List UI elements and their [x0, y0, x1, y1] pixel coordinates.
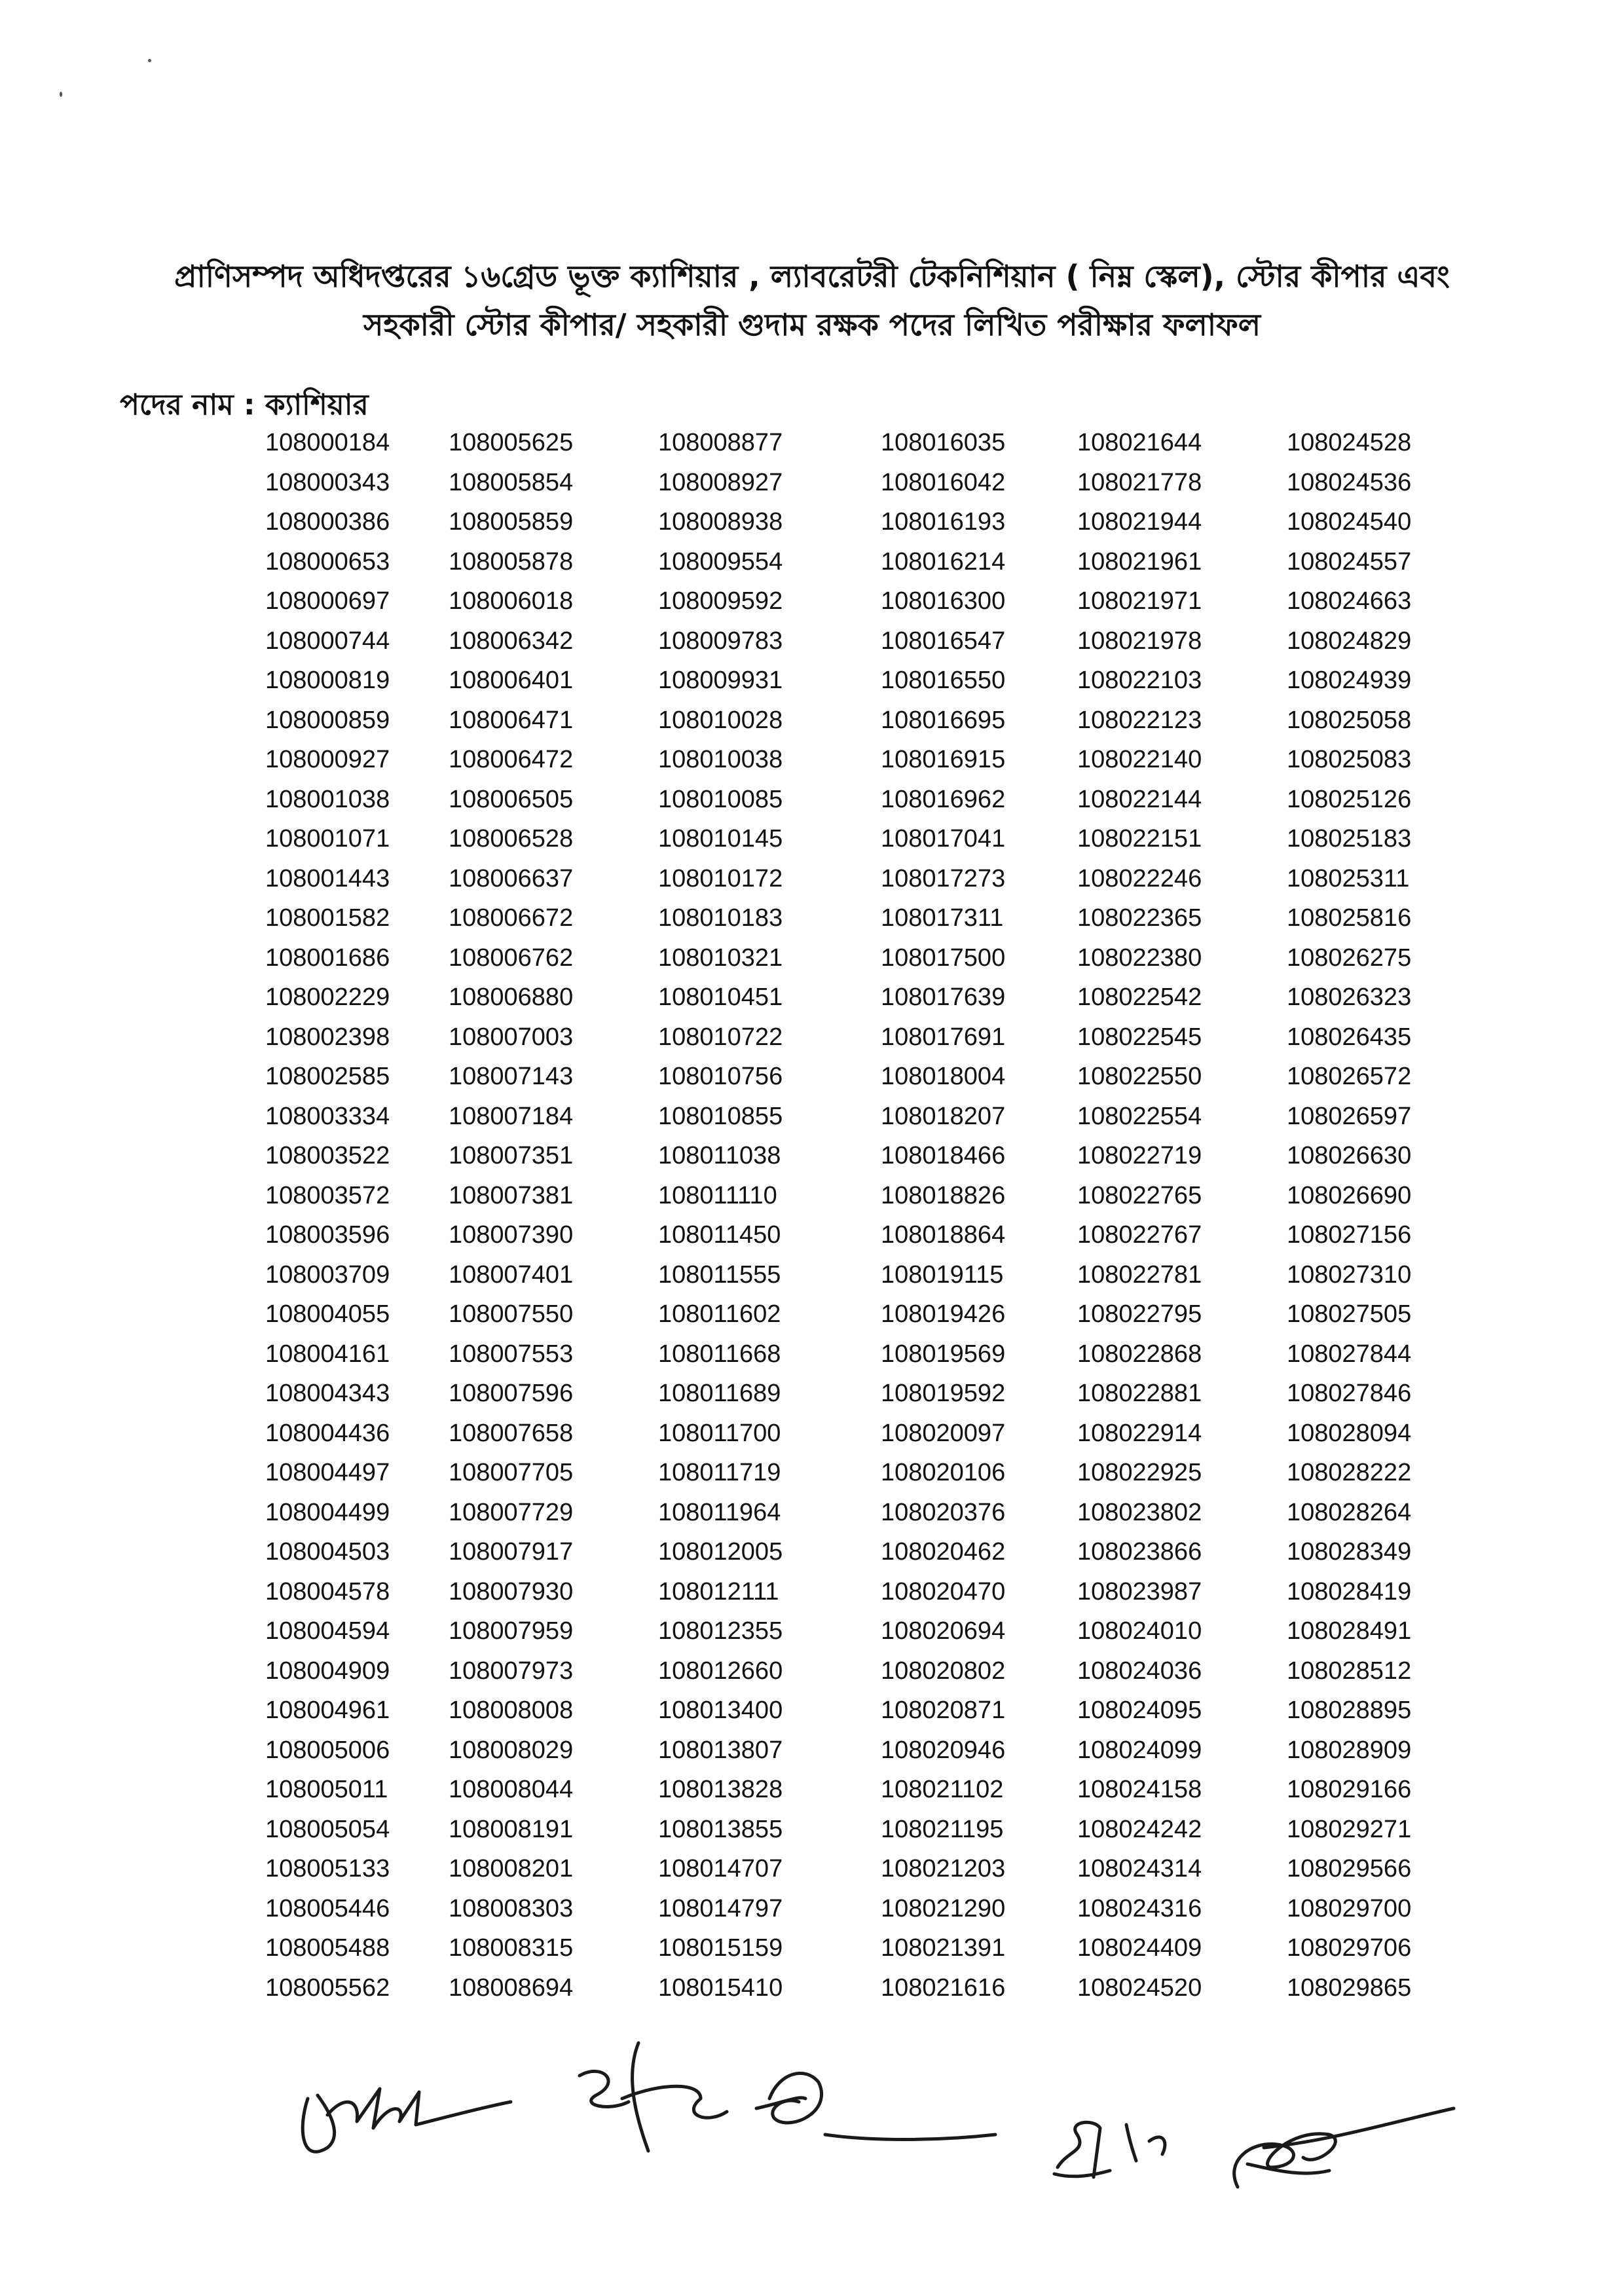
- roll-number: 108023866: [1077, 1538, 1202, 1566]
- roll-number: 108006471: [449, 706, 574, 734]
- roll-number: 108022151: [1077, 825, 1202, 853]
- roll-number: 108021961: [1077, 547, 1202, 576]
- roll-number: 108005054: [265, 1815, 390, 1843]
- roll-number: 108019115: [881, 1260, 1004, 1289]
- roll-number: 108007705: [449, 1459, 574, 1486]
- roll-number: 108028419: [1287, 1577, 1412, 1606]
- roll-number: 108000744: [265, 627, 390, 655]
- roll-number: 108010321: [658, 944, 783, 972]
- roll-number: 108008315: [449, 1934, 574, 1962]
- roll-number: 108017273: [881, 864, 1006, 892]
- roll-number: 108010722: [658, 1023, 783, 1051]
- roll-number: 108008044: [449, 1776, 574, 1803]
- roll-number: 108029566: [1287, 1855, 1412, 1882]
- roll-number: 108010183: [658, 904, 783, 932]
- roll-number: 108007930: [449, 1577, 574, 1606]
- roll-number: 108008201: [449, 1855, 574, 1882]
- roll-number: 108006528: [449, 825, 574, 853]
- roll-number: 108001038: [265, 785, 390, 813]
- roll-number: 108004436: [265, 1419, 390, 1447]
- roll-number: 108011964: [658, 1498, 781, 1526]
- roll-number: 108000184: [265, 429, 390, 456]
- roll-number: 108022144: [1077, 785, 1202, 813]
- roll-number: 108024409: [1077, 1934, 1202, 1962]
- roll-number: 108028264: [1287, 1498, 1412, 1526]
- roll-number: 108003709: [265, 1260, 390, 1289]
- roll-number: 108013400: [658, 1697, 783, 1724]
- roll-number: 108004343: [265, 1380, 390, 1407]
- roll-number: 108028909: [1287, 1736, 1412, 1764]
- roll-number: 108011110: [658, 1181, 777, 1209]
- roll-number: 108007390: [449, 1221, 574, 1249]
- roll-number: 108024829: [1287, 627, 1412, 655]
- roll-number: 108024095: [1077, 1697, 1202, 1724]
- roll-number: 108008938: [658, 508, 783, 536]
- roll-number: 108013828: [658, 1776, 783, 1803]
- roll-number: 108011700: [658, 1419, 781, 1447]
- roll-number: 108025816: [1287, 904, 1412, 932]
- roll-number: 108027310: [1287, 1260, 1412, 1289]
- roll-number: 108005488: [265, 1934, 390, 1962]
- roll-number: 108029700: [1287, 1894, 1412, 1922]
- roll-number: 108024557: [1287, 547, 1412, 576]
- roll-number: 108024528: [1287, 429, 1412, 456]
- roll-column-5: [1077, 423, 1202, 2008]
- roll-number: 108001443: [265, 864, 390, 892]
- roll-number: 108001582: [265, 904, 390, 932]
- roll-number: 108013855: [658, 1815, 783, 1843]
- roll-number: 108025083: [1287, 746, 1412, 773]
- roll-number: 108016550: [881, 667, 1006, 694]
- roll-number: 108019592: [881, 1380, 1006, 1407]
- roll-number: 108025058: [1287, 706, 1412, 734]
- roll-number: 108006637: [449, 864, 574, 892]
- roll-number: 108017639: [881, 983, 1006, 1011]
- roll-number: 108012660: [658, 1657, 783, 1685]
- roll-number: 108013807: [658, 1736, 783, 1764]
- roll-number: 108021203: [881, 1855, 1006, 1882]
- roll-number: 108024036: [1077, 1657, 1202, 1685]
- roll-number: 108000697: [265, 587, 390, 615]
- roll-number: 108008191: [449, 1815, 574, 1843]
- roll-number: 108001071: [265, 825, 390, 853]
- roll-number: 108008029: [449, 1736, 574, 1764]
- roll-column-6: [1287, 423, 1411, 2008]
- roll-number: 108028512: [1287, 1657, 1412, 1685]
- roll-number: 108022719: [1077, 1142, 1202, 1169]
- roll-number: 108010172: [658, 864, 783, 892]
- roll-column-2: [449, 423, 573, 2008]
- roll-number: 108007658: [449, 1419, 574, 1447]
- roll-number: 108008927: [658, 468, 783, 496]
- roll-number: 108007401: [449, 1260, 574, 1289]
- roll-number: 108010451: [658, 983, 783, 1011]
- roll-number: 108020946: [881, 1736, 1006, 1764]
- roll-number: 108005878: [449, 547, 574, 576]
- roll-number: 108020470: [881, 1577, 1006, 1606]
- roll-number: 108006672: [449, 904, 574, 932]
- roll-number: 108021290: [881, 1894, 1006, 1922]
- roll-number: 108027846: [1287, 1380, 1412, 1407]
- roll-number: 108004055: [265, 1300, 390, 1328]
- roll-number: 108029865: [1287, 1974, 1412, 2002]
- roll-number: 108003572: [265, 1181, 390, 1209]
- roll-number: 108002585: [265, 1063, 390, 1090]
- roll-number: 108000653: [265, 547, 390, 576]
- roll-number: 108022246: [1077, 864, 1202, 892]
- roll-number: 108021971: [1077, 587, 1202, 615]
- roll-number: 108009592: [658, 587, 783, 615]
- roll-number: 108018466: [881, 1142, 1006, 1169]
- signatures: [282, 2036, 1486, 2233]
- roll-number: 108025311: [1287, 864, 1410, 892]
- post-name-label: পদের নাম : ক্যাশিয়ার: [120, 388, 369, 422]
- roll-number: 108022365: [1077, 904, 1202, 932]
- roll-number: 108020871: [881, 1697, 1006, 1724]
- roll-number: 108024939: [1287, 667, 1412, 694]
- roll-number: 108007143: [449, 1063, 574, 1090]
- roll-number: 108007596: [449, 1380, 574, 1407]
- roll-number: 108010756: [658, 1063, 783, 1090]
- roll-number: 108010145: [658, 825, 783, 853]
- roll-number: 108009554: [658, 547, 783, 576]
- roll-number: 108026597: [1287, 1102, 1412, 1130]
- roll-number: 108028222: [1287, 1459, 1412, 1486]
- roll-number: 108006505: [449, 785, 574, 813]
- signature-5: [1234, 2108, 1454, 2187]
- roll-number: 108028349: [1287, 1538, 1412, 1566]
- roll-number: 108018826: [881, 1181, 1006, 1209]
- roll-number: 108001686: [265, 944, 390, 972]
- roll-number: 108021978: [1077, 627, 1202, 655]
- roll-number: 108021644: [1077, 429, 1202, 456]
- roll-number: 108006472: [449, 746, 574, 773]
- roll-number: 108003596: [265, 1221, 390, 1249]
- roll-number: 108016193: [881, 508, 1006, 536]
- roll-number: 108020376: [881, 1498, 1006, 1526]
- roll-number: 108015159: [658, 1934, 783, 1962]
- roll-number: 108005011: [265, 1776, 388, 1803]
- roll-number: 108008877: [658, 429, 783, 456]
- roll-number: 108027844: [1287, 1340, 1412, 1368]
- scan-speck: [60, 92, 62, 97]
- roll-number: 108011555: [658, 1260, 781, 1289]
- roll-number: 108024314: [1077, 1855, 1202, 1882]
- roll-number: 108016042: [881, 468, 1006, 496]
- roll-number: 108024099: [1077, 1736, 1202, 1764]
- roll-number: 108017691: [881, 1023, 1006, 1051]
- roll-column-4: [881, 423, 1005, 2008]
- roll-number: 108011450: [658, 1221, 781, 1249]
- roll-number: 108004497: [265, 1459, 390, 1486]
- roll-number: 108021102: [881, 1776, 1004, 1803]
- roll-number: 108022123: [1077, 706, 1202, 734]
- roll-number: 108002229: [265, 983, 390, 1011]
- scan-speck: [148, 59, 151, 62]
- roll-number: 108026630: [1287, 1142, 1412, 1169]
- roll-number: 108016695: [881, 706, 1006, 734]
- roll-number: 108024158: [1077, 1776, 1202, 1803]
- roll-number: 108015410: [658, 1974, 783, 2002]
- roll-number: 108020802: [881, 1657, 1006, 1685]
- roll-number: 108024242: [1077, 1815, 1202, 1843]
- roll-number: 108010038: [658, 746, 783, 773]
- roll-number: 108024536: [1287, 468, 1412, 496]
- roll-number: 108024520: [1077, 1974, 1202, 2002]
- roll-number: 108005854: [449, 468, 574, 496]
- roll-number: 108012111: [658, 1577, 779, 1606]
- roll-number: 108000343: [265, 468, 390, 496]
- roll-number: 108022554: [1077, 1102, 1202, 1130]
- roll-number: 108003522: [265, 1142, 390, 1169]
- roll-number: 108025183: [1287, 825, 1412, 853]
- roll-number: 108017041: [881, 825, 1006, 853]
- roll-number: 108007973: [449, 1657, 574, 1685]
- roll-number: 108022881: [1077, 1380, 1202, 1407]
- roll-number: 108005562: [265, 1974, 390, 2002]
- roll-number: 108024316: [1077, 1894, 1202, 1922]
- roll-number: 108016547: [881, 627, 1006, 655]
- roll-number: 108005446: [265, 1894, 390, 1922]
- roll-number: 108016214: [881, 547, 1006, 576]
- roll-number: 108023987: [1077, 1577, 1202, 1606]
- roll-number: 108021195: [881, 1815, 1004, 1843]
- roll-number: 108003334: [265, 1102, 390, 1130]
- roll-number: 108020097: [881, 1419, 1006, 1447]
- roll-number: 108028895: [1287, 1697, 1412, 1724]
- roll-number: 108008694: [449, 1974, 574, 2002]
- roll-number: 108021616: [881, 1974, 1006, 2002]
- roll-number: 108020106: [881, 1459, 1006, 1486]
- roll-number: 108014797: [658, 1894, 783, 1922]
- document-title: প্রাণিসম্পদ অধিদপ্তরের ১৬গ্রেড ভূক্ত ক্যাশিয়ার , ল্যাবরেটরী টেকনিশিয়ান ( নিম্ন স্কেল), স্টোর কীপার এবং সহকারী স্টোর কীপার/ সহকারী গুদাম রক্ষক পদের লিখিত পরীক্ষার ফলাফল: [174, 259, 1450, 342]
- roll-number: 108019426: [881, 1300, 1006, 1328]
- roll-number: 108018207: [881, 1102, 1006, 1130]
- roll-number: 108006018: [449, 587, 574, 615]
- roll-number: 108007959: [449, 1617, 574, 1645]
- roll-number: 108021944: [1077, 508, 1202, 536]
- roll-number: 108022545: [1077, 1023, 1202, 1051]
- signature-1: [303, 2089, 511, 2152]
- roll-number: 108011668: [658, 1340, 781, 1368]
- roll-number: 108000859: [265, 706, 390, 734]
- roll-number: 108016035: [881, 429, 1006, 456]
- roll-number: 108008303: [449, 1894, 574, 1922]
- roll-number: 108022765: [1077, 1181, 1202, 1209]
- roll-number: 108004503: [265, 1538, 390, 1566]
- roll-number: 108014707: [658, 1855, 783, 1882]
- roll-number: 108002398: [265, 1023, 390, 1051]
- roll-column-3: [658, 423, 783, 2008]
- roll-number: 108006401: [449, 667, 574, 694]
- roll-number: 108007184: [449, 1102, 574, 1130]
- roll-number: 108026435: [1287, 1023, 1412, 1051]
- roll-number: 108019569: [881, 1340, 1006, 1368]
- roll-number: 108024663: [1287, 587, 1412, 615]
- roll-number: 108018004: [881, 1063, 1006, 1090]
- signature-4: [1054, 2122, 1165, 2177]
- roll-number: 108021391: [881, 1934, 1006, 1962]
- roll-number: 108029706: [1287, 1934, 1412, 1962]
- roll-number: 108022103: [1077, 667, 1202, 694]
- roll-number: 108022767: [1077, 1221, 1202, 1249]
- roll-number: 108029166: [1287, 1776, 1412, 1803]
- signature-2: [580, 2043, 727, 2151]
- roll-number: 108022380: [1077, 944, 1202, 972]
- roll-number: 108021778: [1077, 468, 1202, 496]
- roll-number: 108006342: [449, 627, 574, 655]
- roll-number: 108022781: [1077, 1260, 1202, 1289]
- roll-number: 108011038: [658, 1142, 781, 1169]
- roll-number: 108007381: [449, 1181, 574, 1209]
- roll-number: 108004161: [265, 1340, 390, 1368]
- roll-number: 108004961: [265, 1697, 390, 1724]
- roll-number: 108004499: [265, 1498, 390, 1526]
- roll-number: 108004909: [265, 1657, 390, 1685]
- roll-number: 108004594: [265, 1617, 390, 1645]
- roll-number: 108004578: [265, 1577, 390, 1606]
- roll-number: 108028491: [1287, 1617, 1412, 1645]
- roll-number: 108022140: [1077, 746, 1202, 773]
- roll-number: 108026572: [1287, 1063, 1412, 1090]
- roll-number: 108026690: [1287, 1181, 1412, 1209]
- roll-number: 108000386: [265, 508, 390, 536]
- roll-number: 108007550: [449, 1300, 574, 1328]
- roll-number: 108007917: [449, 1538, 574, 1566]
- roll-number: 108010085: [658, 785, 783, 813]
- roll-number: 108018864: [881, 1221, 1006, 1249]
- roll-number: 108007729: [449, 1498, 574, 1526]
- roll-number: 108000927: [265, 746, 390, 773]
- roll-number: 108010855: [658, 1102, 783, 1130]
- roll-number: 108016300: [881, 587, 1006, 615]
- roll-column-1: [265, 423, 390, 2008]
- roll-number: 108016915: [881, 746, 1006, 773]
- roll-number: 108026323: [1287, 983, 1412, 1011]
- roll-number: 108022550: [1077, 1063, 1202, 1090]
- roll-number: 108007553: [449, 1340, 574, 1368]
- roll-number: 108022914: [1077, 1419, 1202, 1447]
- roll-number: 108016962: [881, 785, 1006, 813]
- roll-number: 108012355: [658, 1617, 783, 1645]
- roll-number: 108000819: [265, 667, 390, 694]
- roll-number: 108017500: [881, 944, 1006, 972]
- roll-number: 108026275: [1287, 944, 1412, 972]
- roll-number: 108022542: [1077, 983, 1202, 1011]
- roll-number: 108006880: [449, 983, 574, 1011]
- roll-number: 108006762: [449, 944, 574, 972]
- roll-number: 108009931: [658, 667, 783, 694]
- roll-number: 108007351: [449, 1142, 574, 1169]
- roll-number: 108005859: [449, 508, 574, 536]
- roll-number: 108008008: [449, 1697, 574, 1724]
- roll-number: 108011602: [658, 1300, 781, 1328]
- roll-number: 108017311: [881, 904, 1004, 932]
- roll-number: 108022795: [1077, 1300, 1202, 1328]
- roll-number: 108022868: [1077, 1340, 1202, 1368]
- roll-number: 108029271: [1287, 1815, 1412, 1843]
- roll-number: 108007003: [449, 1023, 574, 1051]
- roll-number: 108022925: [1077, 1459, 1202, 1486]
- roll-number: 108005133: [265, 1855, 390, 1882]
- roll-number: 108028094: [1287, 1419, 1412, 1447]
- signature-3: [756, 2073, 995, 2139]
- roll-number: 108011719: [658, 1459, 781, 1486]
- roll-number: 108010028: [658, 706, 783, 734]
- roll-number: 108011689: [658, 1380, 781, 1407]
- roll-number: 108023802: [1077, 1498, 1202, 1526]
- roll-number: 108027505: [1287, 1300, 1412, 1328]
- roll-number: 108005625: [449, 429, 574, 456]
- roll-number: 108009783: [658, 627, 783, 655]
- roll-number: 108012005: [658, 1538, 783, 1566]
- roll-number: 108020694: [881, 1617, 1006, 1645]
- roll-number: 108005006: [265, 1736, 390, 1764]
- roll-number: 108024010: [1077, 1617, 1202, 1645]
- roll-number: 108025126: [1287, 785, 1412, 813]
- roll-number: 108024540: [1287, 508, 1412, 536]
- roll-number: 108027156: [1287, 1221, 1412, 1249]
- roll-number: 108020462: [881, 1538, 1006, 1566]
